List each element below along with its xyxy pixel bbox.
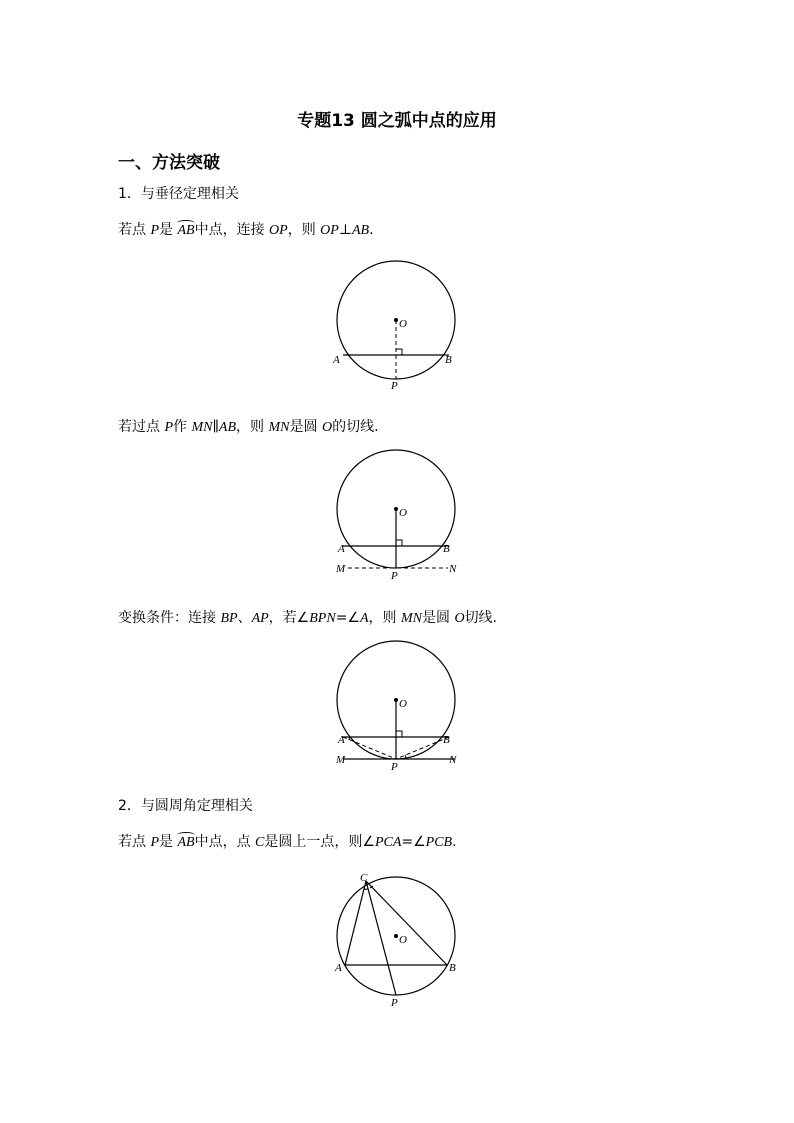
subheading-perpendicular-diameter: 1．与垂径定理相关 [118, 186, 239, 202]
arc-symbol: AB [177, 223, 195, 238]
label-A: A [335, 962, 342, 974]
figure-inscribed-angle-bisector [330, 868, 470, 1008]
label-A: A [338, 543, 345, 555]
figure-circle-chord-perpendicular [330, 255, 470, 395]
label-O: O [399, 507, 407, 519]
label-M: M [336, 754, 346, 766]
page-title: 专题13 圆之弧中点的应用 [297, 111, 497, 131]
subheading-inscribed-angle: 2．与圆周角定理相关 [118, 798, 253, 814]
label-O: O [399, 318, 407, 330]
label-B: B [443, 734, 450, 746]
label-M: M [336, 563, 346, 575]
paragraph-midpoint-perpendicular: 若点 P是 AB中点，连接 OP，则 OP⊥AB. [118, 222, 374, 238]
label-N: N [449, 563, 457, 575]
label-A: A [338, 734, 345, 746]
label-P: P [391, 570, 398, 582]
label-A: A [333, 354, 340, 366]
paragraph-tangent-parallel: 若过点 P作 MN∥AB，则 MN是圆 O的切线. [118, 419, 379, 435]
label-P: P [391, 997, 398, 1009]
label-P: P [391, 380, 398, 392]
section-heading-method: 一、方法突破 [118, 153, 220, 173]
paragraph-inscribed-angle: 若点 P是 AB中点，点 C是圆上一点，则∠PCA=∠PCB. [118, 834, 457, 850]
label-P: P [391, 761, 398, 773]
paragraph-transform-condition: 变换条件：连接 BP、AP，若∠BPN=∠A，则 MN是圆 O切线. [118, 610, 498, 626]
figure-tangent-angle-condition [330, 636, 470, 776]
arc-symbol: AB [177, 835, 195, 850]
label-B: B [445, 354, 452, 366]
label-C: C [360, 872, 368, 884]
label-N: N [449, 754, 457, 766]
label-B: B [449, 962, 456, 974]
label-O: O [399, 698, 407, 710]
label-B: B [443, 543, 450, 555]
figure-tangent-mn [330, 445, 470, 585]
label-O: O [399, 934, 407, 946]
